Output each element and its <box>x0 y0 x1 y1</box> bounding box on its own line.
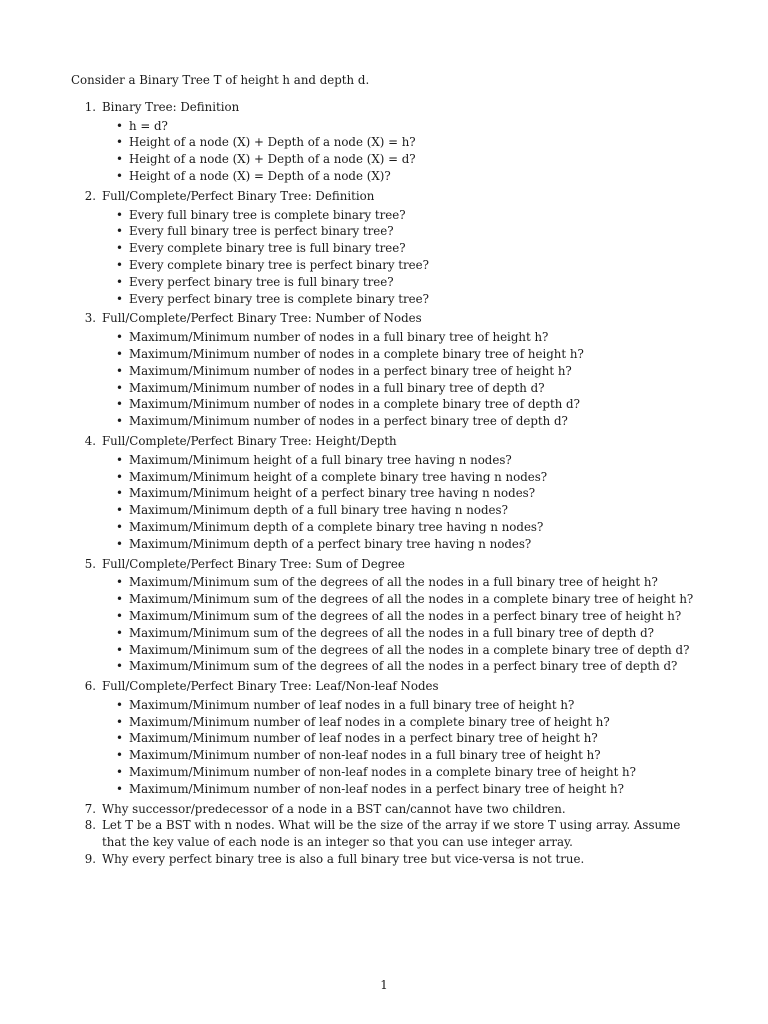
sub-question-text: Maximum/Minimum depth of a perfect binary tree having n nodes? <box>129 536 532 551</box>
sub-question-item <box>116 608 699 625</box>
bullet-icon: • <box>116 291 123 306</box>
sub-question-item <box>116 469 699 486</box>
intro-paragraph: Consider a Binary Tree T of height h and depth d. <box>71 73 370 87</box>
sub-question-text: Height of a node (X) = Depth of a node (X)? <box>129 168 391 183</box>
sub-question-item <box>116 207 699 224</box>
bullet-icon: • <box>116 152 123 167</box>
sub-question-item <box>116 730 699 747</box>
sub-question-text: Maximum/Minimum sum of the degrees of all the nodes in a full binary tree of depth d? <box>129 625 654 640</box>
sub-question-list <box>102 207 699 308</box>
sub-question-item <box>116 642 699 659</box>
sub-question-item <box>116 485 699 502</box>
question-item <box>71 556 699 676</box>
sub-question-item <box>116 591 699 608</box>
sub-question-item <box>116 274 699 291</box>
bullet-icon: • <box>116 748 123 763</box>
bullet-icon: • <box>116 346 123 361</box>
question-number: 9. <box>84 852 96 867</box>
sub-question-list <box>102 452 699 553</box>
sub-question-text: Maximum/Minimum sum of the degrees of all the nodes in a perfect binary tree of depth d? <box>129 659 678 674</box>
sub-question-item <box>116 396 699 413</box>
sub-question-text: Maximum/Minimum number of leaf nodes in a perfect binary tree of height h? <box>129 731 598 746</box>
sub-question-list <box>102 574 699 675</box>
question-item <box>71 678 699 798</box>
sub-question-item <box>116 151 699 168</box>
sub-question-item <box>116 363 699 380</box>
sub-question-item <box>116 329 699 346</box>
question-number: 6. <box>84 679 96 694</box>
sub-question-text: Maximum/Minimum height of a full binary tree having n nodes? <box>129 452 512 467</box>
question-title: Why every perfect binary tree is also a full binary tree but vice-versa is not true. <box>102 852 585 867</box>
sub-question-text: Every perfect binary tree is complete binary tree? <box>129 291 429 306</box>
question-number: 4. <box>84 433 96 448</box>
bullet-icon: • <box>116 241 123 256</box>
bullet-icon: • <box>116 135 123 150</box>
bullet-icon: • <box>116 257 123 272</box>
sub-question-text: Maximum/Minimum sum of the degrees of all the nodes in a perfect binary tree of height h? <box>129 608 682 623</box>
sub-question-list <box>102 118 699 185</box>
question-title: Full/Complete/Perfect Binary Tree: Number of Nodes <box>102 311 422 326</box>
bullet-icon: • <box>116 118 123 133</box>
sub-question-text: Every full binary tree is perfect binary tree? <box>129 224 394 239</box>
sub-question-text: Height of a node (X) + Depth of a node (X) = d? <box>129 152 416 167</box>
sub-question-text: Maximum/Minimum number of non-leaf nodes in a perfect binary tree of height h? <box>129 781 624 796</box>
question-number: 3. <box>84 311 96 326</box>
question-title: Binary Tree: Definition <box>102 99 240 114</box>
sub-question-text: Every perfect binary tree is full binary tree? <box>129 274 394 289</box>
bullet-icon: • <box>116 592 123 607</box>
sub-question-text: Maximum/Minimum number of leaf nodes in a complete binary tree of height h? <box>129 714 610 729</box>
sub-question-item <box>116 452 699 469</box>
sub-question-item <box>116 134 699 151</box>
sub-question-item <box>116 240 699 257</box>
sub-question-item <box>116 764 699 781</box>
bullet-icon: • <box>116 765 123 780</box>
sub-question-text: Maximum/Minimum height of a complete binary tree having n nodes? <box>129 469 548 484</box>
sub-question-item <box>116 536 699 553</box>
sub-question-item <box>116 223 699 240</box>
sub-question-item <box>116 697 699 714</box>
bullet-icon: • <box>116 659 123 674</box>
bullet-icon: • <box>116 380 123 395</box>
sub-question-item <box>116 625 699 642</box>
bullet-icon: • <box>116 486 123 501</box>
sub-question-text: Every complete binary tree is perfect binary tree? <box>129 257 429 272</box>
question-number: 1. <box>84 99 96 114</box>
sub-question-text: Maximum/Minimum number of non-leaf nodes in a full binary tree of height h? <box>129 748 601 763</box>
sub-question-text: Maximum/Minimum number of nodes in a complete binary tree of height h? <box>129 346 584 361</box>
sub-question-item <box>116 346 699 363</box>
sub-question-item <box>116 380 699 397</box>
bullet-icon: • <box>116 469 123 484</box>
sub-question-text: Maximum/Minimum depth of a full binary tree having n nodes? <box>129 503 508 518</box>
sub-question-item <box>116 574 699 591</box>
sub-question-item <box>116 519 699 536</box>
sub-question-text: Maximum/Minimum number of nodes in a perfect binary tree of height h? <box>129 363 572 378</box>
bullet-icon: • <box>116 363 123 378</box>
sub-question-text: Maximum/Minimum number of nodes in a perfect binary tree of depth d? <box>129 414 568 429</box>
sub-question-item <box>116 118 699 135</box>
question-item <box>71 851 699 868</box>
bullet-icon: • <box>116 503 123 518</box>
sub-question-item <box>116 291 699 308</box>
question-title: Full/Complete/Perfect Binary Tree: Sum of Degree <box>102 556 405 571</box>
bullet-icon: • <box>116 330 123 345</box>
bullet-icon: • <box>116 731 123 746</box>
bullet-icon: • <box>116 575 123 590</box>
bullet-icon: • <box>116 207 123 222</box>
sub-question-text: Maximum/Minimum sum of the degrees of all the nodes in a complete binary tree of height h? <box>129 592 694 607</box>
bullet-icon: • <box>116 414 123 429</box>
bullet-icon: • <box>116 642 123 657</box>
bullet-icon: • <box>116 224 123 239</box>
bullet-icon: • <box>116 519 123 534</box>
bullet-icon: • <box>116 608 123 623</box>
bullet-icon: • <box>116 274 123 289</box>
question-item <box>71 99 699 185</box>
bullet-icon: • <box>116 397 123 412</box>
sub-question-item <box>116 747 699 764</box>
bullet-icon: • <box>116 168 123 183</box>
sub-question-text: Maximum/Minimum depth of a complete binary tree having n nodes? <box>129 519 544 534</box>
sub-question-text: Maximum/Minimum sum of the degrees of all the nodes in a full binary tree of height h? <box>129 575 658 590</box>
question-title: Let T be a BST with n nodes. What will be the size of the array if we store T using array. Assume that the key value of each node is an integer so that you can use integer array. <box>102 818 681 850</box>
bullet-icon: • <box>116 781 123 796</box>
question-list <box>71 99 699 868</box>
sub-question-item <box>116 502 699 519</box>
sub-question-item <box>116 257 699 274</box>
sub-question-text: Maximum/Minimum sum of the degrees of all the nodes in a complete binary tree of depth d? <box>129 642 690 657</box>
question-title: Full/Complete/Perfect Binary Tree: Height/Depth <box>102 433 397 448</box>
question-number: 7. <box>84 801 96 816</box>
question-number: 5. <box>84 556 96 571</box>
sub-question-text: Maximum/Minimum number of leaf nodes in a full binary tree of height h? <box>129 697 575 712</box>
document-body <box>71 72 699 868</box>
sub-question-text: Maximum/Minimum number of nodes in a complete binary tree of depth d? <box>129 397 580 412</box>
sub-question-text: Maximum/Minimum number of nodes in a full binary tree of height h? <box>129 330 549 345</box>
sub-question-text: Maximum/Minimum number of nodes in a full binary tree of depth d? <box>129 380 545 395</box>
page-number: 1 <box>380 978 388 992</box>
sub-question-text: Every complete binary tree is full binary tree? <box>129 241 406 256</box>
question-number: 2. <box>84 188 96 203</box>
bullet-icon: • <box>116 452 123 467</box>
question-item <box>71 433 699 553</box>
sub-question-item <box>116 714 699 731</box>
bullet-icon: • <box>116 536 123 551</box>
question-item <box>71 817 699 851</box>
question-title: Full/Complete/Perfect Binary Tree: Leaf/Non-leaf Nodes <box>102 679 439 694</box>
sub-question-text: Maximum/Minimum number of non-leaf nodes in a complete binary tree of height h? <box>129 765 636 780</box>
question-item <box>71 188 699 308</box>
question-title: Why successor/predecessor of a node in a BST can/cannot have two children. <box>102 801 566 816</box>
question-number: 8. <box>84 818 96 833</box>
sub-question-list <box>102 697 699 798</box>
question-item <box>71 801 699 818</box>
question-title: Full/Complete/Perfect Binary Tree: Definition <box>102 188 375 203</box>
sub-question-list <box>102 329 699 430</box>
question-item <box>71 310 699 430</box>
sub-question-item <box>116 413 699 430</box>
sub-question-text: Height of a node (X) + Depth of a node (X) = h? <box>129 135 416 150</box>
sub-question-item <box>116 781 699 798</box>
bullet-icon: • <box>116 714 123 729</box>
sub-question-text: Every full binary tree is complete binary tree? <box>129 207 406 222</box>
sub-question-text: h = d? <box>129 118 168 133</box>
bullet-icon: • <box>116 625 123 640</box>
sub-question-item <box>116 168 699 185</box>
sub-question-text: Maximum/Minimum height of a perfect binary tree having n nodes? <box>129 486 536 501</box>
sub-question-item <box>116 658 699 675</box>
bullet-icon: • <box>116 697 123 712</box>
